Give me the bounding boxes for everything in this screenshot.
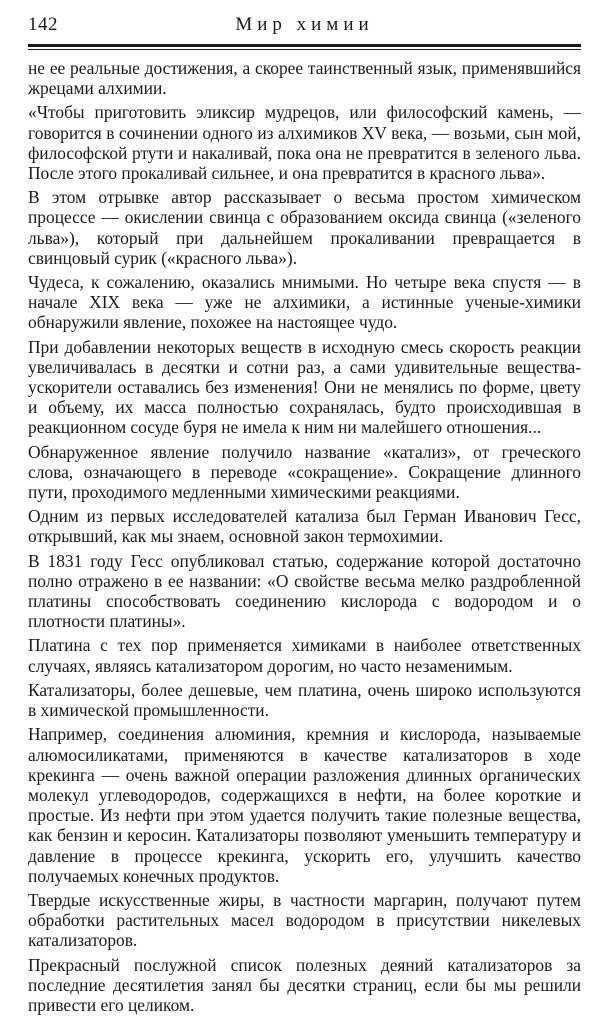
paragraph-9: Платина с тех пор применяется химиками в наиболее ответственных случаях, являясь катализатором дорогим, но часто незаменимым. [28, 635, 581, 676]
paragraph-7: Одним из первых исследователей катализа был Герман Иванович Гесс, открывший, как мы знаем, основной закон термохимии. [28, 506, 581, 547]
running-title: Мир химии [235, 14, 374, 35]
paragraph-1: не ее реальные достижения, а скорее таинственный язык, применявшийся жрецами алхимии. [28, 58, 581, 99]
body-text [28, 58, 581, 1015]
paragraph-12: Твердые искусственные жиры, в частности маргарин, получают путем обработки растительных масел водородом в присутствии никелевых катализаторов. [28, 889, 581, 951]
paragraph-11: Например, соединения алюминия, кремния и кислорода, называемые алюмосиликатами, применяются в качестве катализаторов в ходе крекинга — очень важной операции разложения длинных органических молекул углеводородов, содержащихся в нефти, на более короткие и простые. Из нефти при этом удается получить такие полезные вещества, как бензин и керосин. Катализаторы позволяют уменьшить температуру и давление в процессе крекинга, ускорить его, улучшить качество получаемых конечных продуктов. [28, 724, 581, 886]
paragraph-6: Обнаруженное явление получило название «катализ», от греческого слова, означающего в переводе «сокращение». Сокращение длинного пути, проходимого медленными химическими реакциями. [28, 441, 581, 503]
paragraph-13: Прекрасный послужной список полезных деяний катализаторов за последние десятилетия занял бы десятки страниц, если бы мы решили привести его целиком. [28, 954, 581, 1015]
page-number: 142 [28, 14, 58, 35]
paragraph-5: При добавлении некоторых веществ в исходную смесь скорость реакции увеличивалась в десятки и сотни раз, а сами удивительные вещества-ускорители оставались без изменения! Они не менялись по форме, цвету и объему, их масса полностью сохранялась, будто происходившая в реакционном сосуде буря не имела к ним ни малейшего отношения... [28, 336, 581, 438]
paragraph-4: Чудеса, к сожалению, оказались мнимыми. Но четыре века спустя — в начале XIX века — уже не алхимики, а истинные ученые-химики обнаружили явление, похожее на настоящее чудо. [28, 272, 581, 333]
book-page [28, 14, 581, 1019]
header-rule-thin [28, 49, 581, 50]
paragraph-10: Катализаторы, более дешевые, чем платина, очень широко используются в химической промышленности. [28, 679, 581, 721]
paragraph-8: В 1831 году Гесс опубликовал статью, содержание которой достаточно полно отражено в ее названии: «О свойстве весьма мелко раздробленной платины способствовать соединению кислорода с водородом и о плотности платины». [28, 550, 581, 632]
paragraph-3: В этом отрывке автор рассказывает о весьма простом химическом процессе — окислении свинца с образованием оксида свинца («зеленого льва»), который при дальнейшем прокаливании превращается в свинцовый сурик («красного льва»). [28, 187, 581, 268]
page-header [28, 14, 581, 42]
paragraph-2: «Чтобы приготовить эликсир мудрецов, или философский камень, — говорится в сочинении одного из алхимиков XV века, — возьми, сын мой, философской ртути и накаливай, пока она не превратится в зеленого льва. После этого прокаливай сильнее, и она превратится в красного льва». [28, 102, 581, 184]
